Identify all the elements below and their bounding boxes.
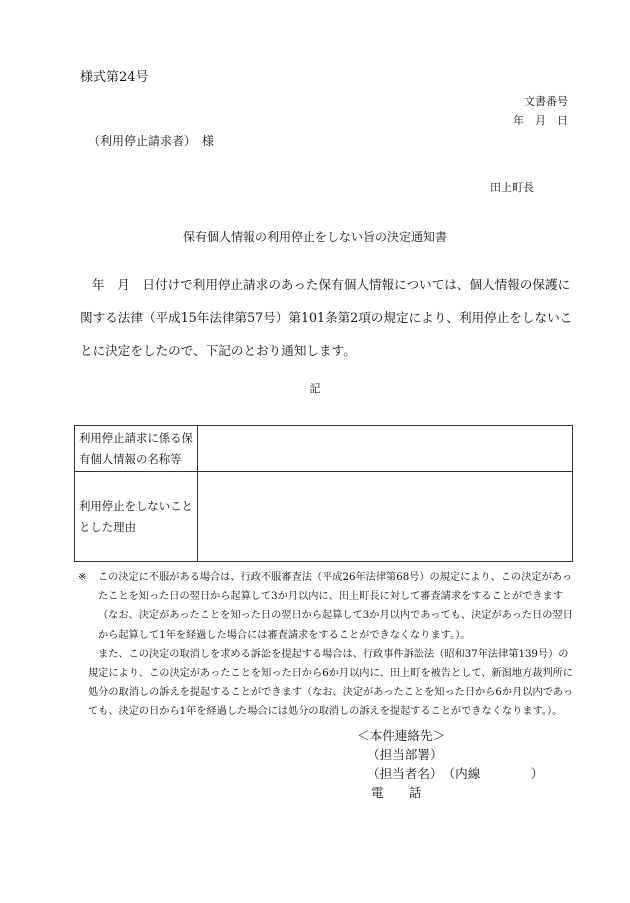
info-name-label: 利用停止請求に係る保有個人情報の名称等 (75, 426, 198, 472)
table-row (75, 426, 573, 472)
note-mark: ※ (78, 572, 87, 583)
document-number-label: 文書番号 (524, 95, 568, 108)
detail-table (74, 425, 573, 562)
form-number: 様式第24号 (80, 70, 149, 85)
contact-phone: 電 話 (371, 785, 422, 800)
issue-date-line: 年 月 日 (513, 114, 568, 127)
table-row (75, 472, 573, 562)
reason-value (198, 472, 573, 562)
notice-body: 年 月 日付けで利用停止請求のあった保有個人情報については、個人情報の保護に関する法律（平成15年法律第57号）第101条第2項の規定により、利用停止をしないことに決定をしたので、下記のとおり通知します。 (80, 277, 573, 358)
contact-department: （担当部署） (367, 747, 443, 762)
contact-block (357, 726, 543, 802)
note-appeal-text: この決定に不服がある場合は、行政不服審査法（平成26年法律第68号）の規定により、この決定があったことを知った日の翌日から起算して3か月以内に、田上町長に対して審査請求をすることができます（なお、決定があったことを知った日の翌日から起算して3か月以内であっても、決定があった日の翌日から起算して1年を経過した場合には審査請求をすることができなくなります。）。 (98, 572, 573, 641)
note-appeal (78, 568, 574, 645)
contact-heading: ＜本件連絡先＞ (357, 728, 446, 743)
ki-heading: 記 (309, 382, 321, 395)
notes-section (78, 568, 574, 722)
note-lawsuit-text: また、この決定の取消しを求める訴訟を提起する場合は、行政事件訴訟法（昭和37年法律第139号）の規定により、この決定があったことを知った日から6か月以内に、田上町を被告として、新潟地方裁判所に処分の取消しの訴えを提起することができます（なお、決定があったことを知った日から6か月以内であっても、決定の日から1年を経過した場合には処分の取消しの訴えを提起することができなくなります。）。 (88, 648, 574, 718)
contact-person: （担当者名） （内線 ） (367, 766, 544, 781)
issuer-name: 田上町長 (490, 181, 534, 194)
addressee: （利用停止請求者） 様 (88, 134, 215, 148)
reason-label: 利用停止をしないこととした理由 (75, 472, 198, 562)
document-title: 保有個人情報の利用停止をしない旨の決定通知書 (182, 230, 447, 244)
info-name-value (198, 426, 573, 472)
